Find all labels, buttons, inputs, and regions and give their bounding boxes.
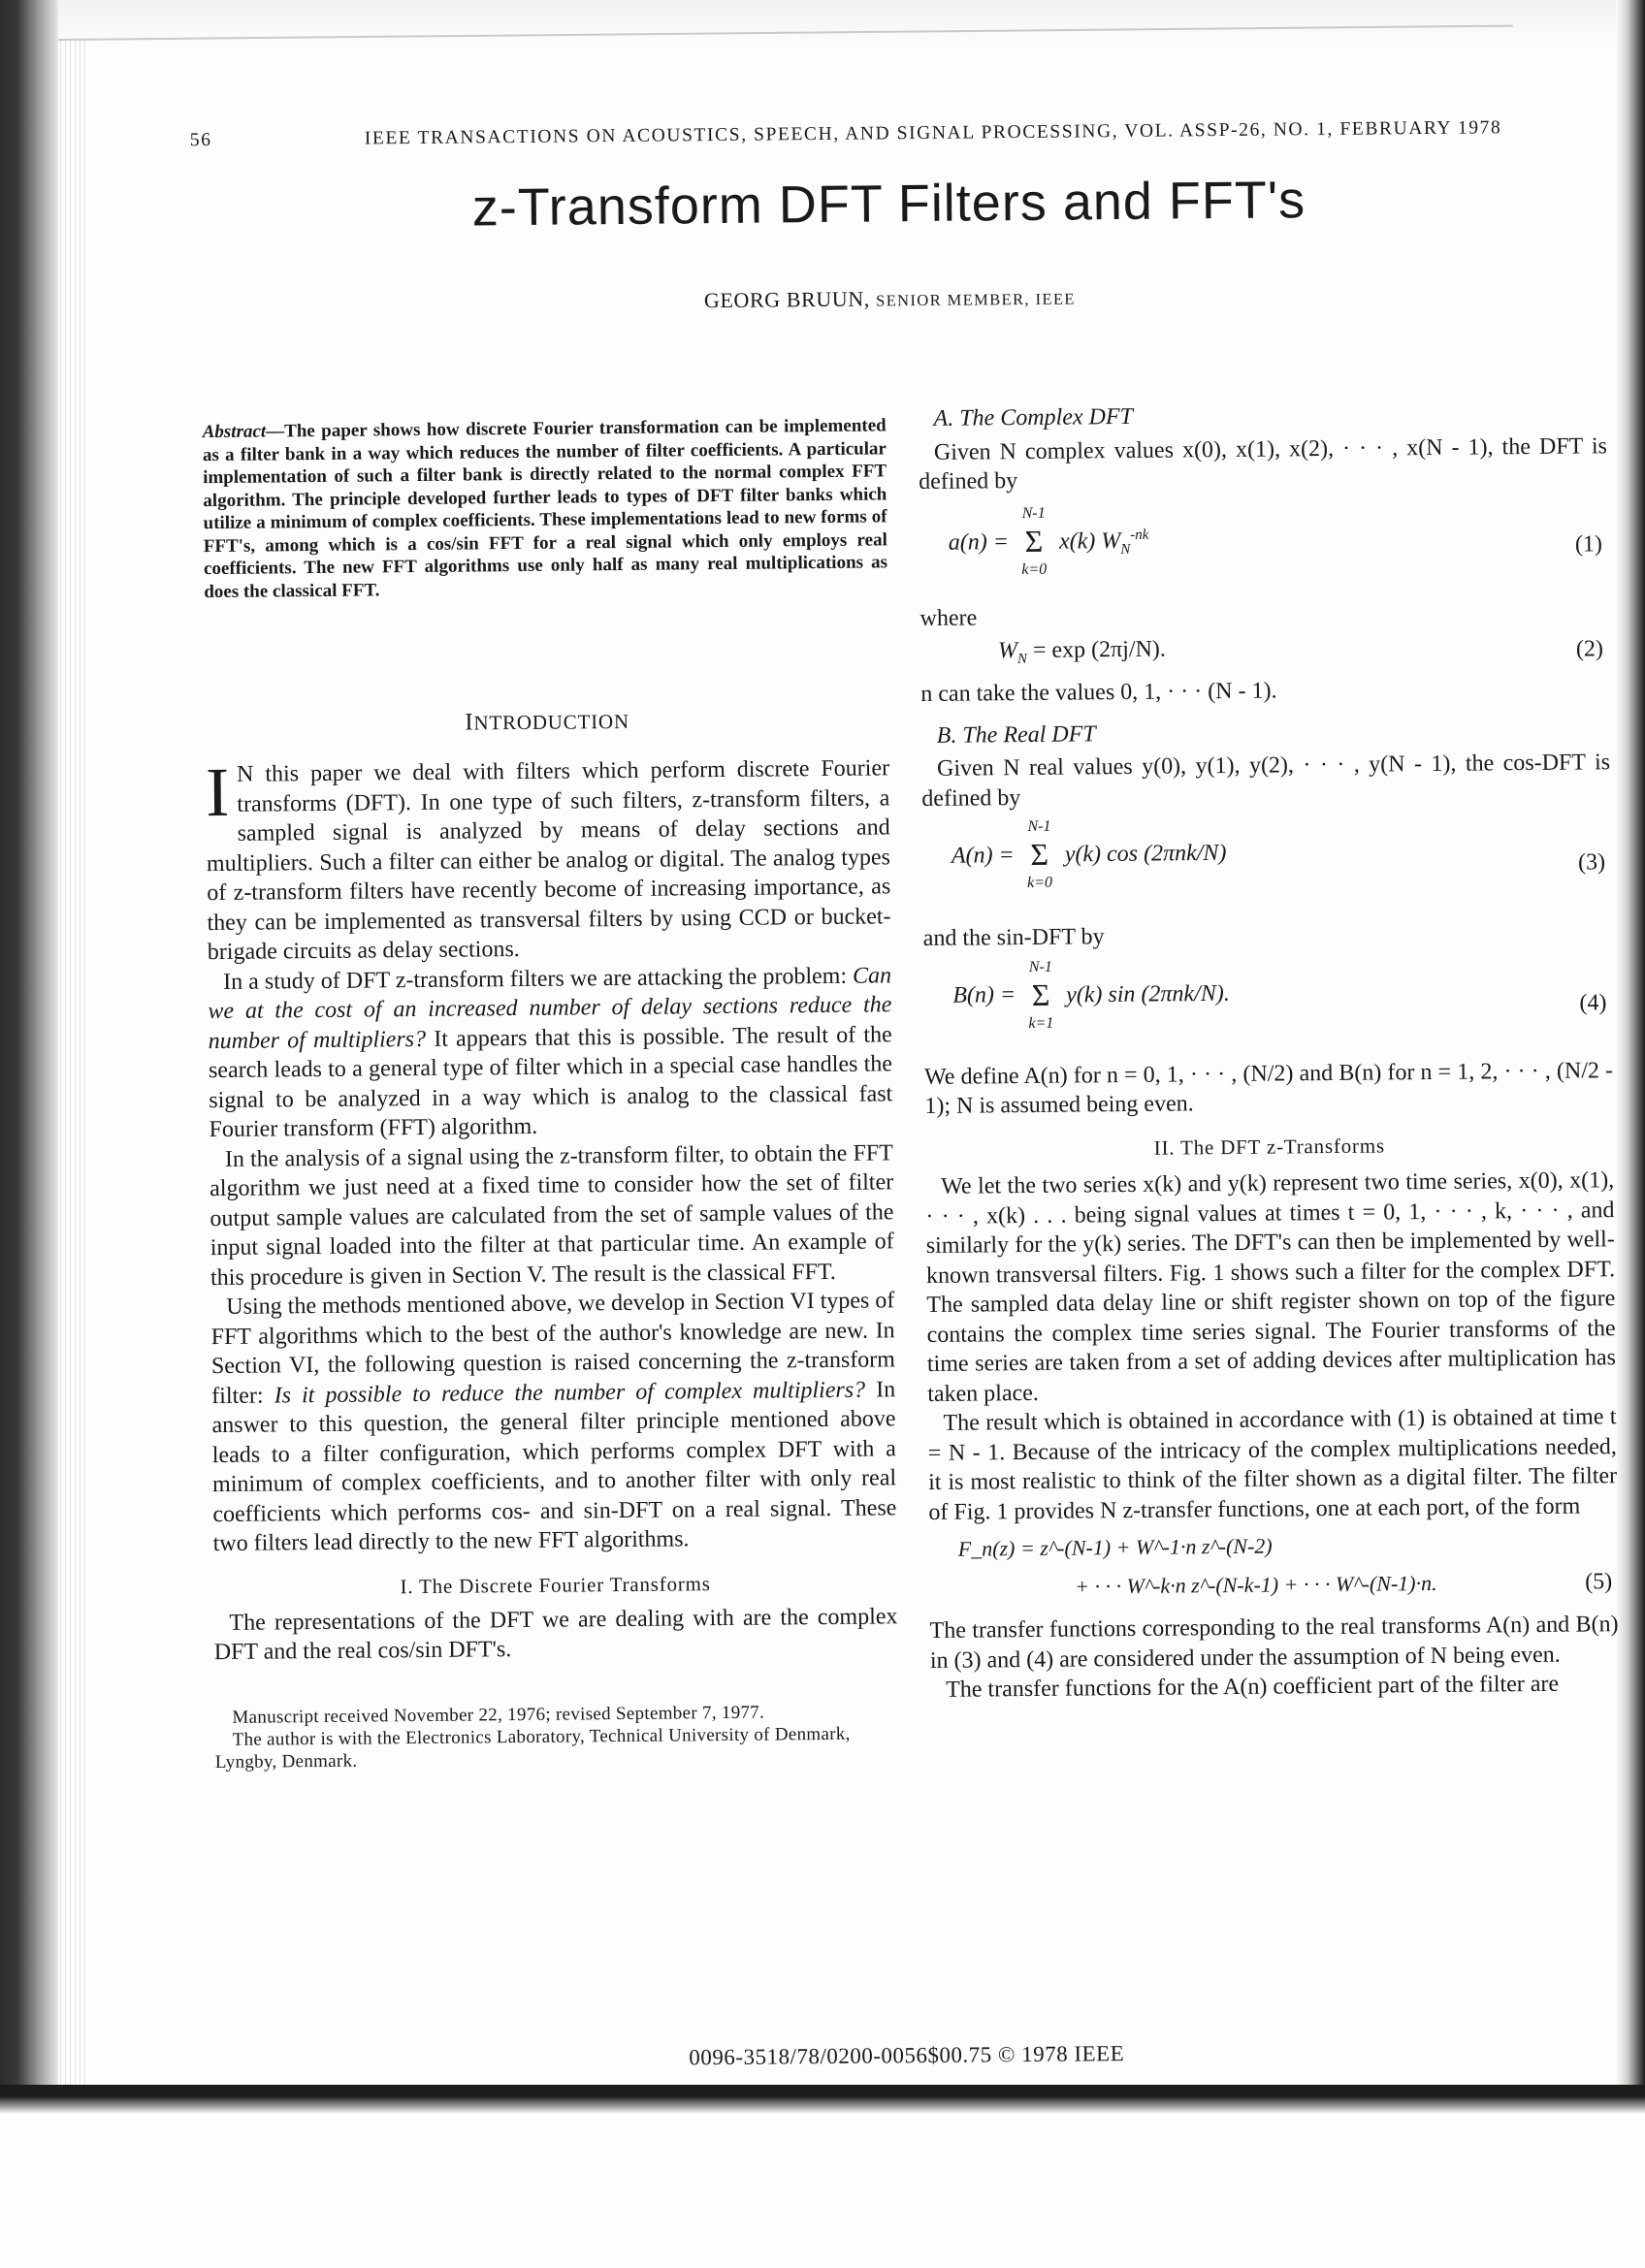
intro-paragraph-3: In the analysis of a signal using the z-transform filter, to obtain the FFT algorithm we just need at a fixed time to consider how the set of filter output sample values are calculated from the set of sample values of the input signal loaded into the filter at that particular time. An example of this procedure is given in Section V. The result is the classical FFT.: [210, 1139, 894, 1291]
subsection-b-text: Given N real values y(0), y(1), y(2), · · · , y(N - 1), the cos-DFT is defined by: [921, 750, 1611, 812]
author-affiliation: SENIOR MEMBER, IEEE: [875, 289, 1076, 310]
section-2-paragraph-2: The result which is obtained in accordance with (1) is obtained at time t = N - 1. Because of the intricacy of the complex multiplications needed, it is most realistic to think of the filter shown as a digital filter. The filter of Fig. 1 provides N z-transfer functions, one at each port, of the form: [927, 1404, 1618, 1525]
section-1-body: The representations of the DFT we are dealing with are the complex DFT and the real cos/sin DFT's.: [213, 1603, 898, 1666]
section-2-heading: II. The DFT z-Transforms: [1153, 1133, 1385, 1160]
equation-5: F_n(z) = z^-(N-1) + W^-1·n z^-(N-2) + · · · W^-k·n z^-(N-k-1) + · · · W^-(N-1)·n. (5): [957, 1533, 1613, 1599]
author-line: [191, 279, 1588, 318]
dropcap: I: [205, 752, 230, 832]
paper-title: z-Transform DFT Filters and FFT's: [471, 171, 1306, 238]
page-number: 56: [189, 130, 212, 151]
copyright-footer: 0096-3518/78/0200-0056$00.75 © 1978 IEEE: [689, 2041, 1125, 2070]
equation-2-number: (2): [1575, 636, 1604, 662]
abstract-lead: Abstract: [202, 421, 267, 443]
journal-header: IEEE TRANSACTIONS ON ACOUSTICS, SPEECH, AND SIGNAL PROCESSING, VOL. ASSP-26, NO. 1, FEBRUARY 1978: [364, 117, 1502, 149]
footnote: Manuscript received November 22, 1976; revised September 7, 1977. The author is with the Electronics Laboratory, Technical University of Denmark, Lyngby, Denmark.: [214, 1702, 851, 1773]
equation-4: B(n) = N-1 Σ k=1 y(k) sin (2πnk/N). (4): [952, 958, 1607, 1032]
introduction-section: [205, 705, 898, 1773]
equation-5-number: (5): [1585, 1569, 1613, 1595]
definition-text: We define A(n) for n = 0, 1, · · · , (N/2) and B(n) for n = 1, 2, · · · , (N/2 - 1); N is assumed being even.: [923, 1057, 1614, 1120]
running-head: [189, 116, 1587, 151]
equation-4-number: (4): [1579, 989, 1607, 1016]
intro-paragraph-2: In a study of DFT z-transform filters we are attacking the problem: Can we at the cost of an increased number of delay sections reduce the number of multipliers? It appears that this is possible. The result of the search leads to a general type of filter which in a special case handles the signal to be analyzed in a way which is analog to the classical fast Fourier transform (FFT) algorithm.: [208, 962, 893, 1143]
subsection-b-heading: B. The Real DFT: [936, 720, 1096, 749]
summation-3: N-1 Σ k=0: [1026, 817, 1053, 891]
summation-4: N-1 Σ k=1: [1028, 958, 1054, 1032]
abstract-text: —The paper shows how discrete Fourier transformation can be implemented as a filter bank in a way which reduces the number of filter coefficients. A particular implementation of such a filter bank is directly related to the normal complex FFT algorithm. The principle developed further leads to types of DFT filter banks which utilize a minimum of complex coefficients. These implementations lead to new forms of FFT's, among which is a cos/sin FFT for a real signal which only employs real coefficients. The new FFT algorithms use only half as many real multiplications as does the classical FFT.: [202, 415, 888, 602]
equation-1-number: (1): [1574, 530, 1602, 558]
right-column: [918, 398, 1619, 1705]
scan-bottom-blank: [0, 2114, 1645, 2268]
research-question-2: Is it possible to reduce the number of complex multipliers?: [274, 1377, 866, 1408]
equation-2: $W_N = \exp (2\pi j/N)$. (2): [997, 636, 1604, 667]
section-2-paragraph-1: We let the two series x(k) and y(k) represent two time series, x(0), x(1), · · · , x(k) . . . being signal values at times t = 0, 1, · · · , k, · · · , and similarly for the y(k) series. The DFT's can then be implemented by well-known transversal filters. Fig. 1 shows such a filter for the complex DFT. The sampled data delay line or shift register shown on top of the figure contains the complex time series signal. The Fourier transforms of the time series are taken from a set of adding devices after multiplication has taken place.: [925, 1167, 1617, 1407]
subsection-a-text: Given N complex values x(0), x(1), x(2), · · · , x(N - 1), the DFT is defined by: [919, 432, 1608, 495]
equation-1: a(n) = N-1 Σ k=0 x(k) $W_N^{-nk}$ (1): [948, 504, 1602, 578]
summation-1: N-1 Σ k=0: [1021, 504, 1048, 578]
equation-3-number: (3): [1577, 849, 1606, 876]
section-2-paragraph-4: The transfer functions for the A(n) coefficient part of the filter are: [946, 1671, 1560, 1703]
introduction-heading: INTRODUCTION: [465, 709, 629, 736]
equation-3: A(n) = N-1 Σ k=0 y(k) cos (2πnk/N) (3): [951, 817, 1606, 891]
intro-paragraph-1: I N this paper we deal with filters which perform discrete Fourier transforms (DFT). In one type of such filters, z-transform filters, a sampled signal is analyzed by means of delay sections and multipliers. Such a filter can either be analog or digital. The analog types of z-transform filters have recently become of increasing importance, as they can be implemented as transversal filters by using CCD or bucket-brigade circuits as delay sections.: [205, 752, 891, 966]
intro-paragraph-4: Using the methods mentioned above, we develop in Section VI types of FFT algorithms which to the best of the author's knowledge are new. In Section VI, the following question is raised concerning the z-transform filter: Is it possible to reduce the number of complex multipliers? In answer to this question, the general filter principle mentioned above leads to a filter configuration, which performs complex DFT with a minimum of complex coefficients, and to another filter with only real coefficients which performs cos- and sin-DFT on a real signal. These two filters lead directly to the new FFT algorithms.: [210, 1288, 897, 1557]
abstract: [203, 414, 888, 603]
author-name: GEORG BRUUN,: [703, 286, 871, 313]
right-body: A. The Complex DFT Given N complex values x(0), x(1), x(2), · · · , x(N - 1), the DFT is defined by a(n) = N-1 Σ k=0 x(k) $W_N^{-nk}$ (1) where $W_N = \exp (2\pi j/N)$. (2) n can take the values 0, 1, · · · (N - 1). B. The Real DFT Given N real values y(0), y(1), y(2), · · · , y(N - 1), the cos-DFT is defined by A(n) = N-1 Σ k=0 y(k) cos (2πnk/N) (3) and the sin-DFT by B(n) = N-1 Σ k=1 y(k) sin (2πnk/N). (4) We define A(n) for n = 0, 1, · · · , (N/2) and B(n) for n = 1, 2, · · · , (N/2 - 1); N is assumed being even. II. The DFT z-Transforms We let the two series x(k) and y(k) represent two time series, x(0), x(1), · · · , x(k) . . . being signal values at times t = 0, 1, · · · , k, · · · , and similarly for the y(k) series. The DFT's can then be implemented by well-known transversal filters. Fig. 1 shows such a filter for the complex DFT. The sampled data delay line or shift register shown on top of the figure contains the complex time series signal. The Fourier transforms of the time series are taken from a set of adding devices after multiplication has taken place. The result which is obtained in accordance with (1) is obtained at time t = N - 1. Because of the intricacy of the complex multiplications needed, it is most realistic to think of the filter shown as a digital filter. The filter of Fig. 1 provides N z-transfer functions, one at each port, of the form F_n(z) = z^-(N-1) + W^-1·n z^-(N-2) + · · · W^-k·n z^-(N-k-1) + · · · W^-(N-1)·n. (5) The transfer functions corresponding to the real transforms A(n) and B(n) in (3) and (4) are considered under the assumption of N being even. The transfer functions for the A(n) coefficient part of the filter are: [918, 398, 1619, 1705]
scan-bottom-band: [0, 2085, 1645, 2114]
introduction-body: [206, 753, 897, 1558]
section-1-heading: I. The Discrete Fourier Transforms: [400, 1571, 711, 1598]
section-2-paragraph-3: The transfer functions corresponding to the real transforms A(n) and B(n) in (3) and (4) are considered under the assumption of N being even.: [929, 1612, 1619, 1674]
subsection-a-heading: A. The Complex DFT: [933, 403, 1134, 431]
research-question: Can we at the cost of an increased number of delay sections reduce the number of multipliers?: [208, 962, 892, 1054]
